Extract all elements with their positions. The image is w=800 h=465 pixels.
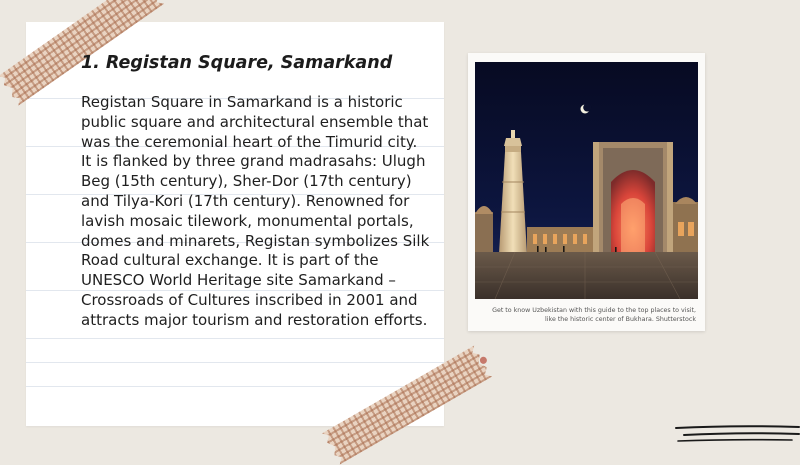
photo-caption: Get to know Uzbekistan with this guide to the top places to visit, like the historic center of Bukhara. Shutterstock xyxy=(492,307,696,323)
decorative-pen-strokes xyxy=(672,420,800,446)
slide-title: 1. Registan Square, Samarkand xyxy=(81,53,393,73)
slide-body-text: Registan Square in Samarkand is a historic public square and architectural ensemble that was the ceremonial heart of the Timurid city. It is flanked by three grand madrasahs: Ulugh Beg (15th century), Sher-Dor (17th century) and Tilya-Kori (17th century). Renowned for lavish mosaic tilework, monumental portals, domes and minarets, Registan symbolizes Silk Road cultural exchange. It is part of the UNESCO World Heritage site Samarkand – Crossroads of Cultures inscribed in 2001 and attracts major tourism and restoration efforts. xyxy=(81,93,430,329)
photo-card xyxy=(468,53,705,331)
registan-night-photo xyxy=(475,62,698,299)
